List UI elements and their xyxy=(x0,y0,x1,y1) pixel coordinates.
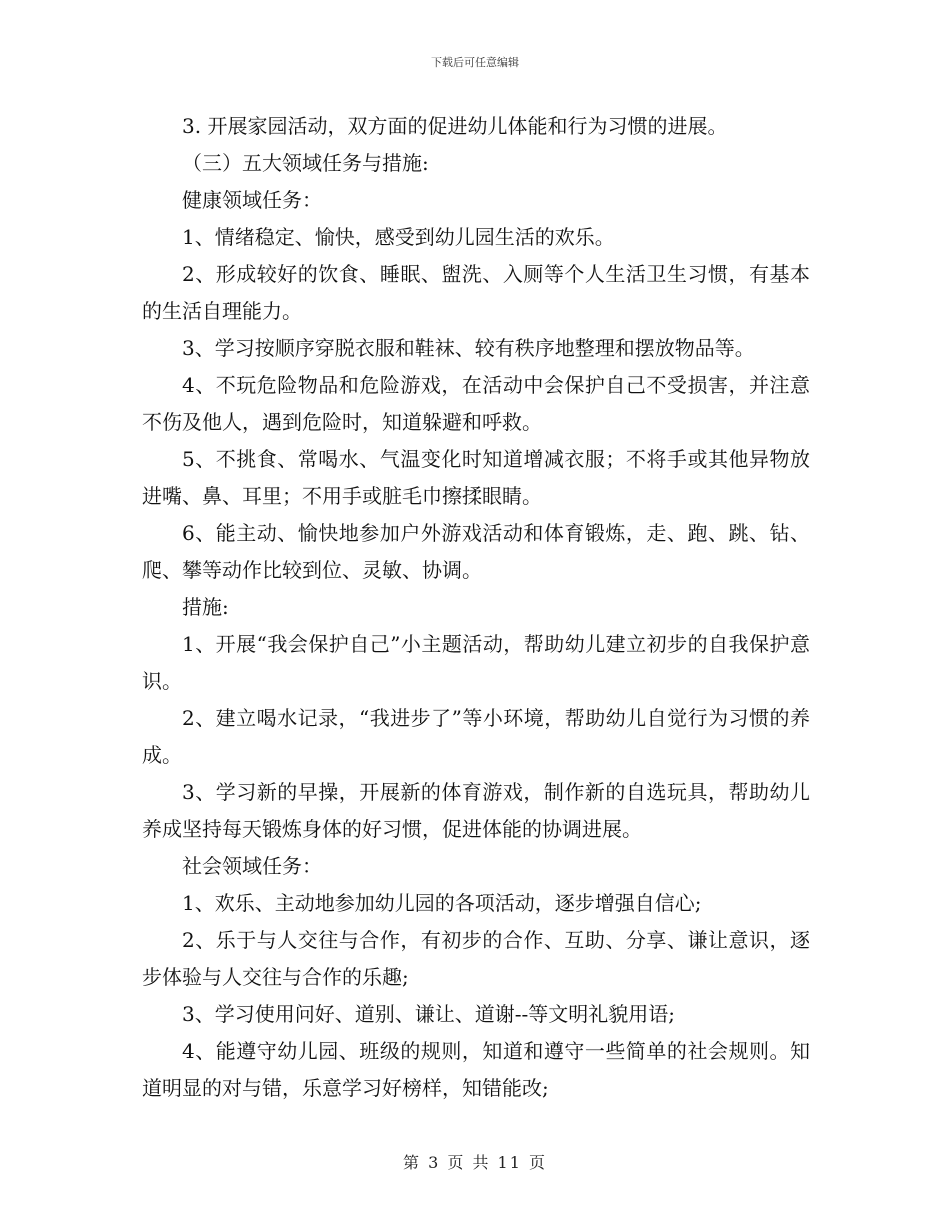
paragraph: 1、欢乐、主动地参加幼儿园的各项活动，逐步增强自信心; xyxy=(182,891,702,915)
subsection-heading: 健康领域任务： xyxy=(182,188,322,212)
paragraph: 2、建立喝水记录，“我进步了”等小环境，帮助幼儿自觉行为习惯的养成。 xyxy=(142,706,810,767)
page-footer: 第 3 页 共 11 页 xyxy=(403,1153,547,1172)
paragraph: 4、能遵守幼儿园、班级的规则，知道和遵守一些简单的社会规则。知道明显的对与错，乐意学习好榜样，知错能改; xyxy=(142,1039,810,1100)
paragraph: 6、能主动、愉快地参加户外游戏活动和体育锻炼，走、跑、跳、钻、爬、攀等动作比较到位、灵敏、协调。 xyxy=(142,521,810,582)
document-body xyxy=(142,108,810,1107)
paragraph: 2、乐于与人交往与合作，有初步的合作、互助、分享、谦让意识，逐步体验与人交往与合作的乐趣; xyxy=(142,928,810,989)
paragraph: 3、学习使用问好、道别、谦让、道谢--等文明礼貌用语; xyxy=(182,1002,675,1026)
subsection-heading: 社会领域任务： xyxy=(182,854,322,878)
page-header: 下载后可任意编辑 xyxy=(431,56,519,69)
paragraph: 3、学习新的早操，开展新的体育游戏，制作新的自选玩具，帮助幼儿养成坚持每天锻炼身体的好习惯，促进体能的协调进展。 xyxy=(142,780,810,841)
paragraph: 5、不挑食、常喝水、气温变化时知道增减衣服；不将手或其他异物放进嘴、鼻、耳里；不用手或脏毛巾擦揉眼睛。 xyxy=(142,447,810,508)
paragraph: 2、形成较好的饮食、睡眠、盥洗、入厕等个人生活卫生习惯，有基本的生活自理能力。 xyxy=(142,262,810,323)
paragraph: 4、不玩危险物品和危险游戏，在活动中会保护自己不受损害，并注意不伤及他人，遇到危险时，知道躲避和呼救。 xyxy=(142,373,810,434)
subsection-heading: 措施: xyxy=(182,595,229,619)
paragraph: 3. 开展家园活动，双方面的促进幼儿体能和行为习惯的进展。 xyxy=(182,114,728,138)
paragraph: 3、学习按顺序穿脱衣服和鞋袜、较有秩序地整理和摆放物品等。 xyxy=(182,336,755,360)
section-heading: （三）五大领域任务与措施: xyxy=(182,151,429,175)
paragraph: 1、开展“我会保护自己”小主题活动，帮助幼儿建立初步的自我保护意识。 xyxy=(142,632,810,693)
paragraph: 1、情绪稳定、愉快，感受到幼儿园生活的欢乐。 xyxy=(182,225,615,249)
